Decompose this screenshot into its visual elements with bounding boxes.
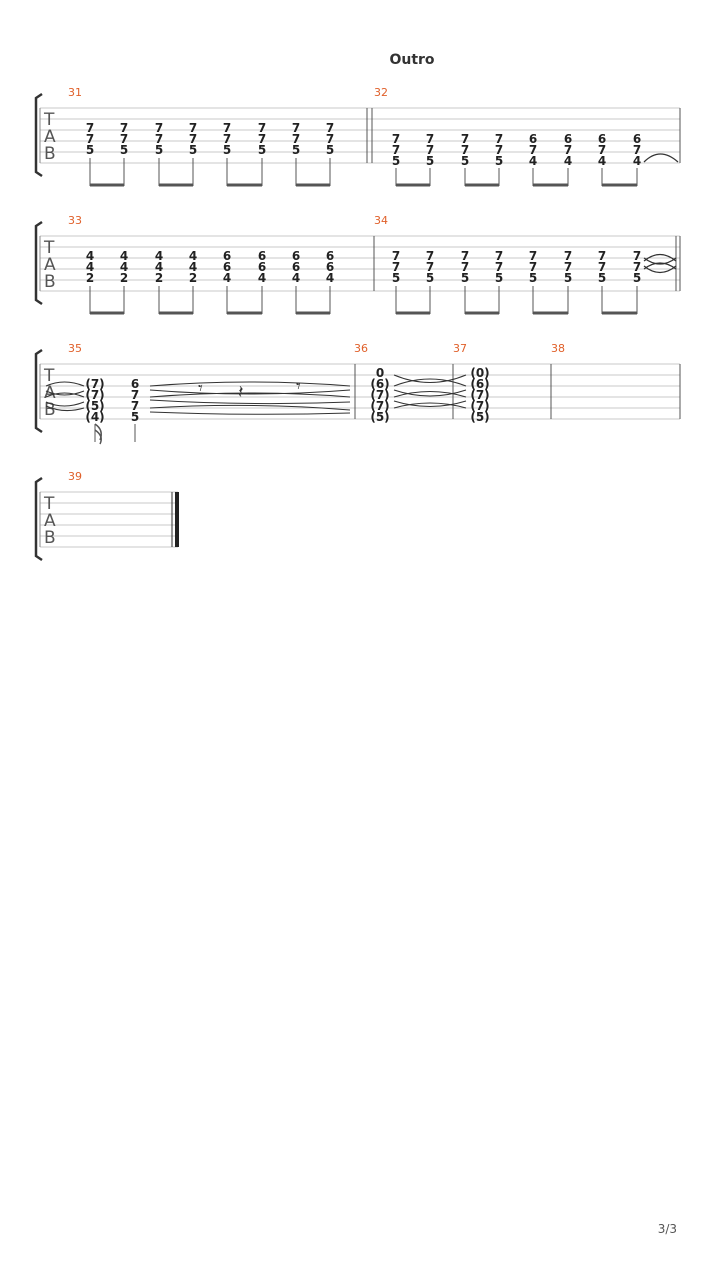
fret-number: 7 [597, 260, 607, 274]
fret-number: (7) [85, 377, 105, 391]
beams [90, 286, 330, 314]
fret-number: 2 [119, 271, 129, 285]
svg-text:B: B [44, 272, 56, 292]
measure-32-notes [392, 132, 678, 186]
fret-number: 4 [563, 154, 573, 168]
fret-number: 7 [494, 260, 504, 274]
fret-number: 6 [632, 132, 642, 146]
measure-number: 32 [374, 86, 388, 99]
fret-number: 7 [222, 132, 232, 146]
fret-number: 5 [130, 410, 140, 424]
staff-lines [40, 492, 178, 547]
fret-number: 6 [325, 249, 335, 263]
fret-number: 4 [222, 271, 232, 285]
fret-number: 7 [130, 388, 140, 402]
fret-number: 6 [528, 132, 538, 146]
tab-system-3 [36, 342, 680, 444]
fret-number: 5 [425, 154, 435, 168]
fret-number: 6 [222, 249, 232, 263]
fret-number: (5) [370, 410, 390, 424]
fret-number: 7 [130, 399, 140, 413]
measure-34-notes [392, 249, 676, 314]
fret-number: 5 [85, 143, 95, 157]
section-title: Outro [389, 52, 435, 68]
fret-number: 7 [460, 132, 470, 146]
measure-number: 34 [374, 214, 388, 227]
fret-number: 6 [222, 260, 232, 274]
fret-number: (7) [470, 399, 490, 413]
fret-number: 6 [325, 260, 335, 274]
fret-number: 5 [391, 154, 401, 168]
fret-number: 7 [528, 249, 538, 263]
fret-number: 2 [154, 271, 164, 285]
fret-number: 7 [391, 143, 401, 157]
tab-clef [43, 366, 56, 420]
fret-number: 0 [375, 366, 385, 380]
fret-number: 7 [563, 249, 573, 263]
fret-number: 5 [257, 143, 267, 157]
fret-number: 5 [154, 143, 164, 157]
beams [396, 286, 637, 314]
fret-number: 5 [188, 143, 198, 157]
fret-number: 7 [632, 260, 642, 274]
fret-number: 7 [494, 132, 504, 146]
fret-number: (7) [370, 399, 390, 413]
fret-number: 4 [119, 249, 129, 263]
fret-number: 6 [563, 132, 573, 146]
fret-number: 7 [85, 121, 95, 135]
fret-number: 5 [391, 271, 401, 285]
fret-number: 4 [528, 154, 538, 168]
fret-number: 4 [85, 260, 95, 274]
rest-symbols [198, 376, 301, 403]
fret-number: 4 [257, 271, 267, 285]
fret-number: 7 [188, 132, 198, 146]
fret-number: 5 [425, 271, 435, 285]
svg-text:𝄾: 𝄾 [296, 376, 301, 397]
svg-text:T: T [44, 238, 55, 258]
fret-number: 7 [563, 260, 573, 274]
svg-text:𝄽: 𝄽 [238, 382, 244, 403]
fret-number: 7 [291, 132, 301, 146]
fret-number: 7 [291, 121, 301, 135]
svg-text:A: A [44, 511, 56, 531]
fret-number: 7 [494, 249, 504, 263]
fret-number: 5 [563, 271, 573, 285]
svg-text:A: A [44, 255, 56, 275]
measure-31-notes [86, 121, 334, 186]
fret-number: 4 [85, 249, 95, 263]
tab-clef [43, 110, 56, 164]
fret-number: 5 [597, 271, 607, 285]
fret-number: 6 [597, 132, 607, 146]
slide-lines [150, 382, 350, 414]
svg-text:A: A [44, 383, 56, 403]
fret-number: 7 [119, 132, 129, 146]
fret-number: (7) [370, 388, 390, 402]
fret-number: 7 [154, 132, 164, 146]
fret-number: 6 [130, 377, 140, 391]
fret-number: 7 [257, 121, 267, 135]
fret-number: 7 [460, 143, 470, 157]
measure-number: 35 [68, 342, 82, 355]
fret-number: 7 [528, 260, 538, 274]
staff-lines [40, 108, 680, 163]
svg-text:A: A [44, 127, 56, 147]
fret-number: 2 [188, 271, 198, 285]
fret-number: 5 [528, 271, 538, 285]
svg-text:B: B [44, 528, 56, 548]
fret-number: 7 [391, 249, 401, 263]
fret-number: 7 [597, 249, 607, 263]
fret-number: 5 [222, 143, 232, 157]
tab-system-2 [36, 214, 680, 314]
tab-clef [43, 238, 56, 292]
fret-number: 7 [391, 260, 401, 274]
beams [396, 168, 637, 186]
measure-number: 36 [354, 342, 368, 355]
fret-number: 7 [632, 143, 642, 157]
fret-number: 5 [291, 143, 301, 157]
fret-number: (4) [85, 410, 105, 424]
fret-number: (5) [85, 399, 105, 413]
system-brace [36, 94, 42, 176]
fret-number: 7 [563, 143, 573, 157]
svg-text:B: B [44, 400, 56, 420]
fret-number: 5 [460, 271, 470, 285]
measure-number: 33 [68, 214, 82, 227]
fret-number: 7 [494, 143, 504, 157]
staff-lines [40, 236, 680, 291]
fret-number: 4 [632, 154, 642, 168]
tab-system-1 [36, 86, 680, 186]
fret-number: 7 [85, 132, 95, 146]
measure-number: 39 [68, 470, 82, 483]
fret-number: (0) [470, 366, 490, 380]
fret-number: 7 [119, 121, 129, 135]
measure-number: 37 [453, 342, 467, 355]
fret-number: 6 [291, 260, 301, 274]
fret-number: 7 [632, 249, 642, 263]
fret-number: 7 [391, 132, 401, 146]
fret-number: 5 [325, 143, 335, 157]
fret-number: (7) [85, 388, 105, 402]
fret-number: 7 [222, 121, 232, 135]
tab-clef [43, 494, 56, 548]
measure-number: 38 [551, 342, 565, 355]
fret-number: 7 [460, 260, 470, 274]
tie-arcs [394, 375, 466, 408]
fret-number: 6 [291, 249, 301, 263]
fret-number: 7 [188, 121, 198, 135]
fret-number: 5 [460, 154, 470, 168]
measure-37-notes [470, 366, 489, 424]
fret-number: 4 [154, 249, 164, 263]
measure-33-notes [86, 249, 334, 314]
fret-number: 7 [325, 121, 335, 135]
fret-number: 7 [425, 260, 435, 274]
svg-text:B: B [44, 144, 56, 164]
svg-text:T: T [44, 110, 55, 130]
fret-number: 7 [528, 143, 538, 157]
fret-number: 5 [632, 271, 642, 285]
fret-number: 4 [119, 260, 129, 274]
fret-number: 5 [494, 271, 504, 285]
fret-number: 4 [291, 271, 301, 285]
fret-number: 5 [494, 154, 504, 168]
final-barline-thick [175, 492, 179, 547]
fret-number: 4 [188, 260, 198, 274]
fret-number: 4 [154, 260, 164, 274]
fret-number: 6 [257, 249, 267, 263]
measure-number: 31 [68, 86, 82, 99]
fret-number: (6) [370, 377, 390, 391]
fret-number: 7 [597, 143, 607, 157]
system-brace [36, 350, 42, 432]
fret-number: 4 [325, 271, 335, 285]
fret-number: (6) [470, 377, 490, 391]
fret-number: 5 [119, 143, 129, 157]
fret-number: 2 [85, 271, 95, 285]
fret-number: 7 [460, 249, 470, 263]
svg-text:T: T [44, 494, 55, 514]
fret-number: (7) [470, 388, 490, 402]
fret-number: 4 [188, 249, 198, 263]
fret-number: 7 [257, 132, 267, 146]
system-brace [36, 222, 42, 304]
page-number: 3/3 [657, 1222, 677, 1236]
system-brace [36, 478, 42, 560]
fret-number: 4 [597, 154, 607, 168]
fret-number: 7 [425, 143, 435, 157]
fret-number: 7 [325, 132, 335, 146]
fret-number: (5) [470, 410, 490, 424]
dotted-eighth-stem [95, 424, 101, 444]
fret-number: 7 [425, 249, 435, 263]
fret-number: 6 [257, 260, 267, 274]
svg-text:𝄾: 𝄾 [198, 378, 203, 399]
tie-arc [644, 154, 678, 162]
tie-arcs [644, 255, 676, 273]
svg-text:T: T [44, 366, 55, 386]
beams [90, 158, 330, 186]
tab-system-4 [36, 470, 179, 560]
fret-number: 7 [154, 121, 164, 135]
fret-number: 7 [425, 132, 435, 146]
